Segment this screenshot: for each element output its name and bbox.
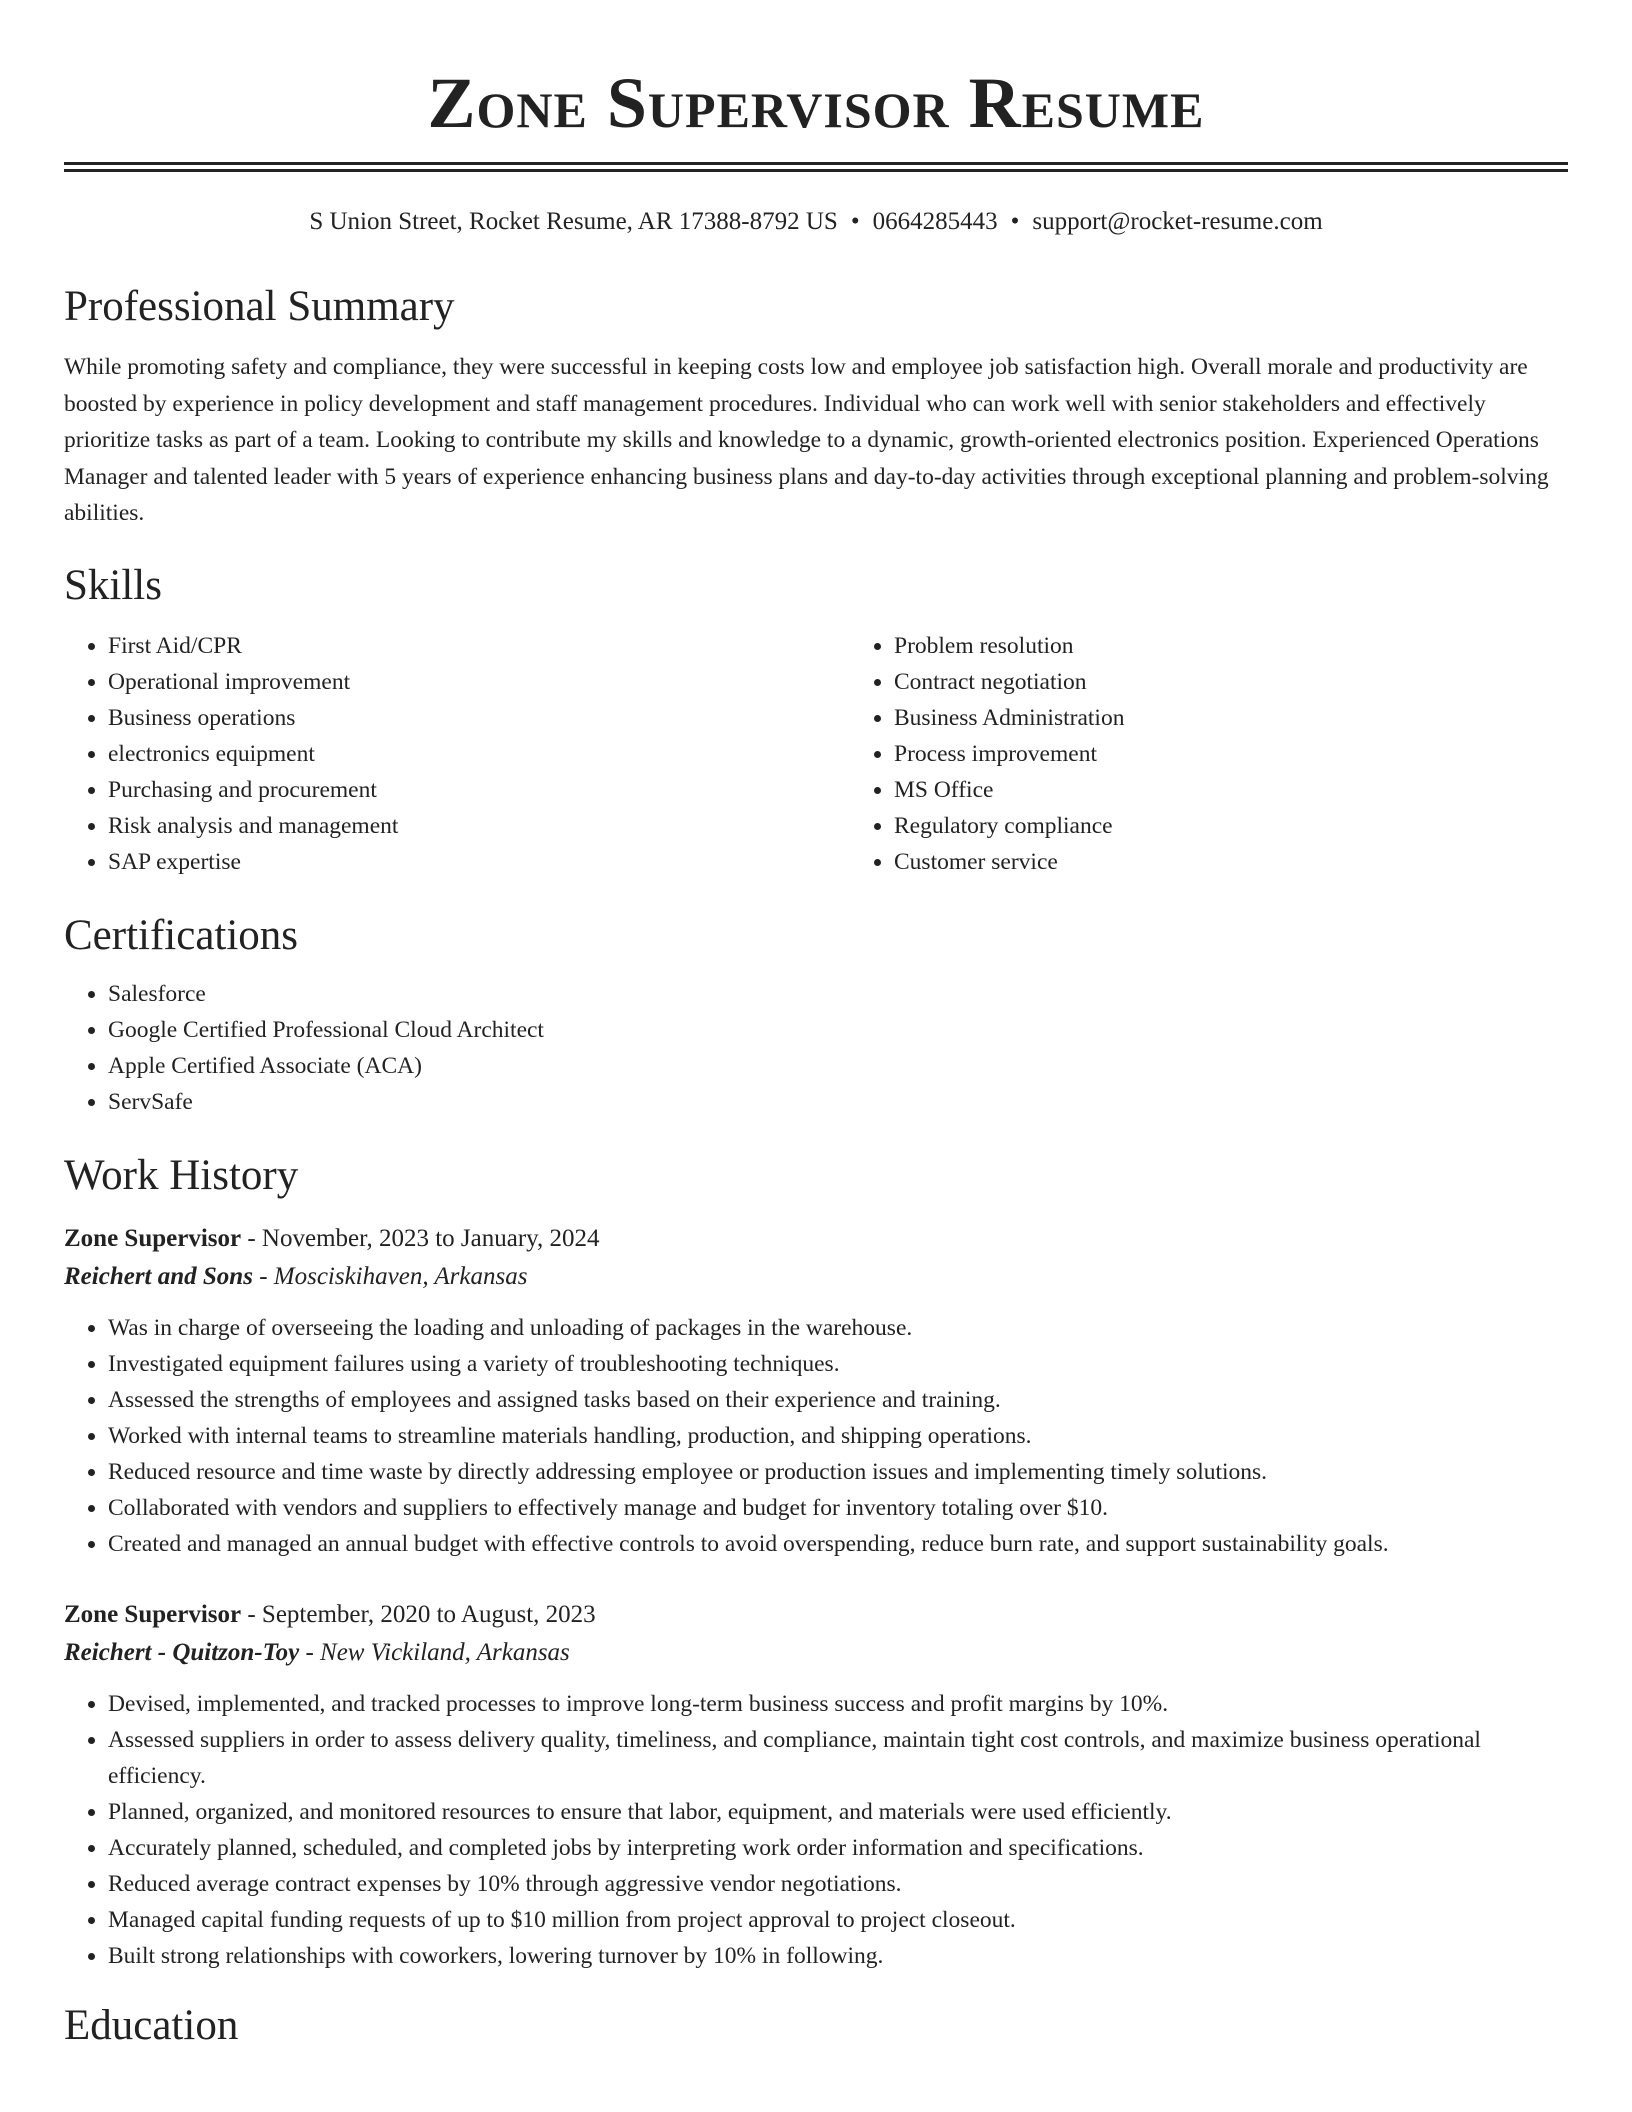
job-employer-line (64, 1634, 1568, 1672)
certifications-list (64, 976, 1568, 1120)
skill-item: • First Aid/CPR (108, 628, 850, 664)
resume-title: Zone Supervisor Resume (427, 63, 1205, 143)
job-role: Zone Supervisor (64, 1600, 242, 1628)
duty-item: • Was in charge of overseeing the loading and unloading of packages in the warehouse. (108, 1310, 1568, 1346)
summary-text: While promoting safety and compliance, they were successful in keeping costs low and employee job satisfaction high. Overall morale and productivity are boosted by experience in policy development and staff management procedures. Individual who can work well with senior stakeholders and effectively prioritize tasks as part of a team. Looking to contribute my skills and knowledge to a dynamic, growth-oriented electronics position. Experienced Operations Manager and talented leader with 5 years of experience enhancing business plans and day-to-day activities through exceptional planning and problem-solving abilities. (64, 354, 1549, 526)
skill-item: • Regulatory compliance (894, 808, 1124, 844)
skills-list-right (850, 628, 1124, 880)
duty-item: • Assessed the strengths of employees and assigned tasks based on their experience and training. (108, 1382, 1568, 1418)
duty-item: • Managed capital funding requests of up to $10 million from project approval to project closeout. (108, 1902, 1568, 1938)
skill-item: • Business operations (108, 700, 850, 736)
contact-separator: • (850, 208, 860, 235)
duty-item: • Reduced average contract expenses by 10% through aggressive vendor negotiations. (108, 1866, 1568, 1902)
job-entry (64, 1596, 1568, 1974)
contact-email: support@rocket-resume.com (1032, 208, 1323, 235)
skills-list-left (64, 628, 850, 880)
contact-separator: • (1010, 208, 1020, 235)
duty-item: • Collaborated with vendors and suppliers to effectively manage and budget for inventory totaling over $10. (108, 1490, 1568, 1526)
duty-item: • Worked with internal teams to streamline materials handling, production, and shipping operations. (108, 1418, 1568, 1454)
duty-item: • Assessed suppliers in order to assess delivery quality, timeliness, and compliance, maintain tight cost controls, and maximize business operational efficiency. (108, 1722, 1568, 1794)
skill-item: • Operational improvement (108, 664, 850, 700)
skill-item: • Business Administration (894, 700, 1124, 736)
skill-item: • Problem resolution (894, 628, 1124, 664)
duty-item: • Accurately planned, scheduled, and completed jobs by interpreting work order information and specifications. (108, 1830, 1568, 1866)
contact-phone: 0664285443 (872, 208, 998, 235)
education-heading: Education (64, 2001, 239, 2049)
skill-item: • Customer service (894, 844, 1124, 880)
skill-item: • electronics equipment (108, 736, 850, 772)
skill-item: • SAP expertise (108, 844, 850, 880)
certification-item: • Google Certified Professional Cloud Architect (108, 1012, 1568, 1048)
certification-item: • Apple Certified Associate (ACA) (108, 1048, 1568, 1084)
job-dates: - November, 2023 to January, 2024 (241, 1224, 600, 1252)
certification-item: • ServSafe (108, 1084, 1568, 1120)
job-entry (64, 1220, 1568, 1562)
job-role: Zone Supervisor (64, 1224, 242, 1252)
duty-item: • Reduced resource and time waste by directly addressing employee or production issues and implementing timely solutions. (108, 1454, 1568, 1490)
skill-item: • Risk analysis and management (108, 808, 850, 844)
job-title-line (64, 1596, 1568, 1634)
skill-item: • Process improvement (894, 736, 1124, 772)
skill-item: • Contract negotiation (894, 664, 1124, 700)
job-duties-list (64, 1686, 1568, 1974)
job-location: - Mosciskihaven, Arkansas (252, 1262, 528, 1290)
skill-item: • Purchasing and procurement (108, 772, 850, 808)
job-employer-line (64, 1258, 1568, 1296)
duty-item: • Built strong relationships with coworkers, lowering turnover by 10% in following. (108, 1938, 1568, 1974)
skills-heading: Skills (64, 561, 162, 609)
summary-heading: Professional Summary (64, 283, 455, 330)
duty-item: • Investigated equipment failures using a variety of troubleshooting techniques. (108, 1346, 1568, 1382)
work-history-heading: Work History (64, 1151, 299, 1199)
duty-item: • Planned, organized, and monitored resources to ensure that labor, equipment, and materials were used efficiently. (108, 1794, 1568, 1830)
skills-columns (64, 628, 1568, 880)
contact-line (64, 205, 1568, 239)
skill-item: • MS Office (894, 772, 1124, 808)
certifications-heading: Certifications (64, 911, 299, 959)
duty-item: • Created and managed an annual budget with effective controls to avoid overspending, reduce burn rate, and support sustainability goals. (108, 1526, 1568, 1562)
job-company: Reichert - Quitzon-Toy (64, 1638, 300, 1666)
job-title-line (64, 1220, 1568, 1258)
certification-item: • Salesforce (108, 976, 1568, 1012)
title-double-rule (64, 162, 1568, 172)
job-company: Reichert and Sons (64, 1262, 253, 1290)
job-location: - New Vickiland, Arkansas (299, 1638, 570, 1666)
contact-address: S Union Street, Rocket Resume, AR 17388-8792 US (309, 208, 838, 235)
duty-item: • Devised, implemented, and tracked processes to improve long-term business success and profit margins by 10%. (108, 1686, 1568, 1722)
job-dates: - September, 2020 to August, 2023 (241, 1600, 596, 1628)
job-duties-list (64, 1310, 1568, 1562)
